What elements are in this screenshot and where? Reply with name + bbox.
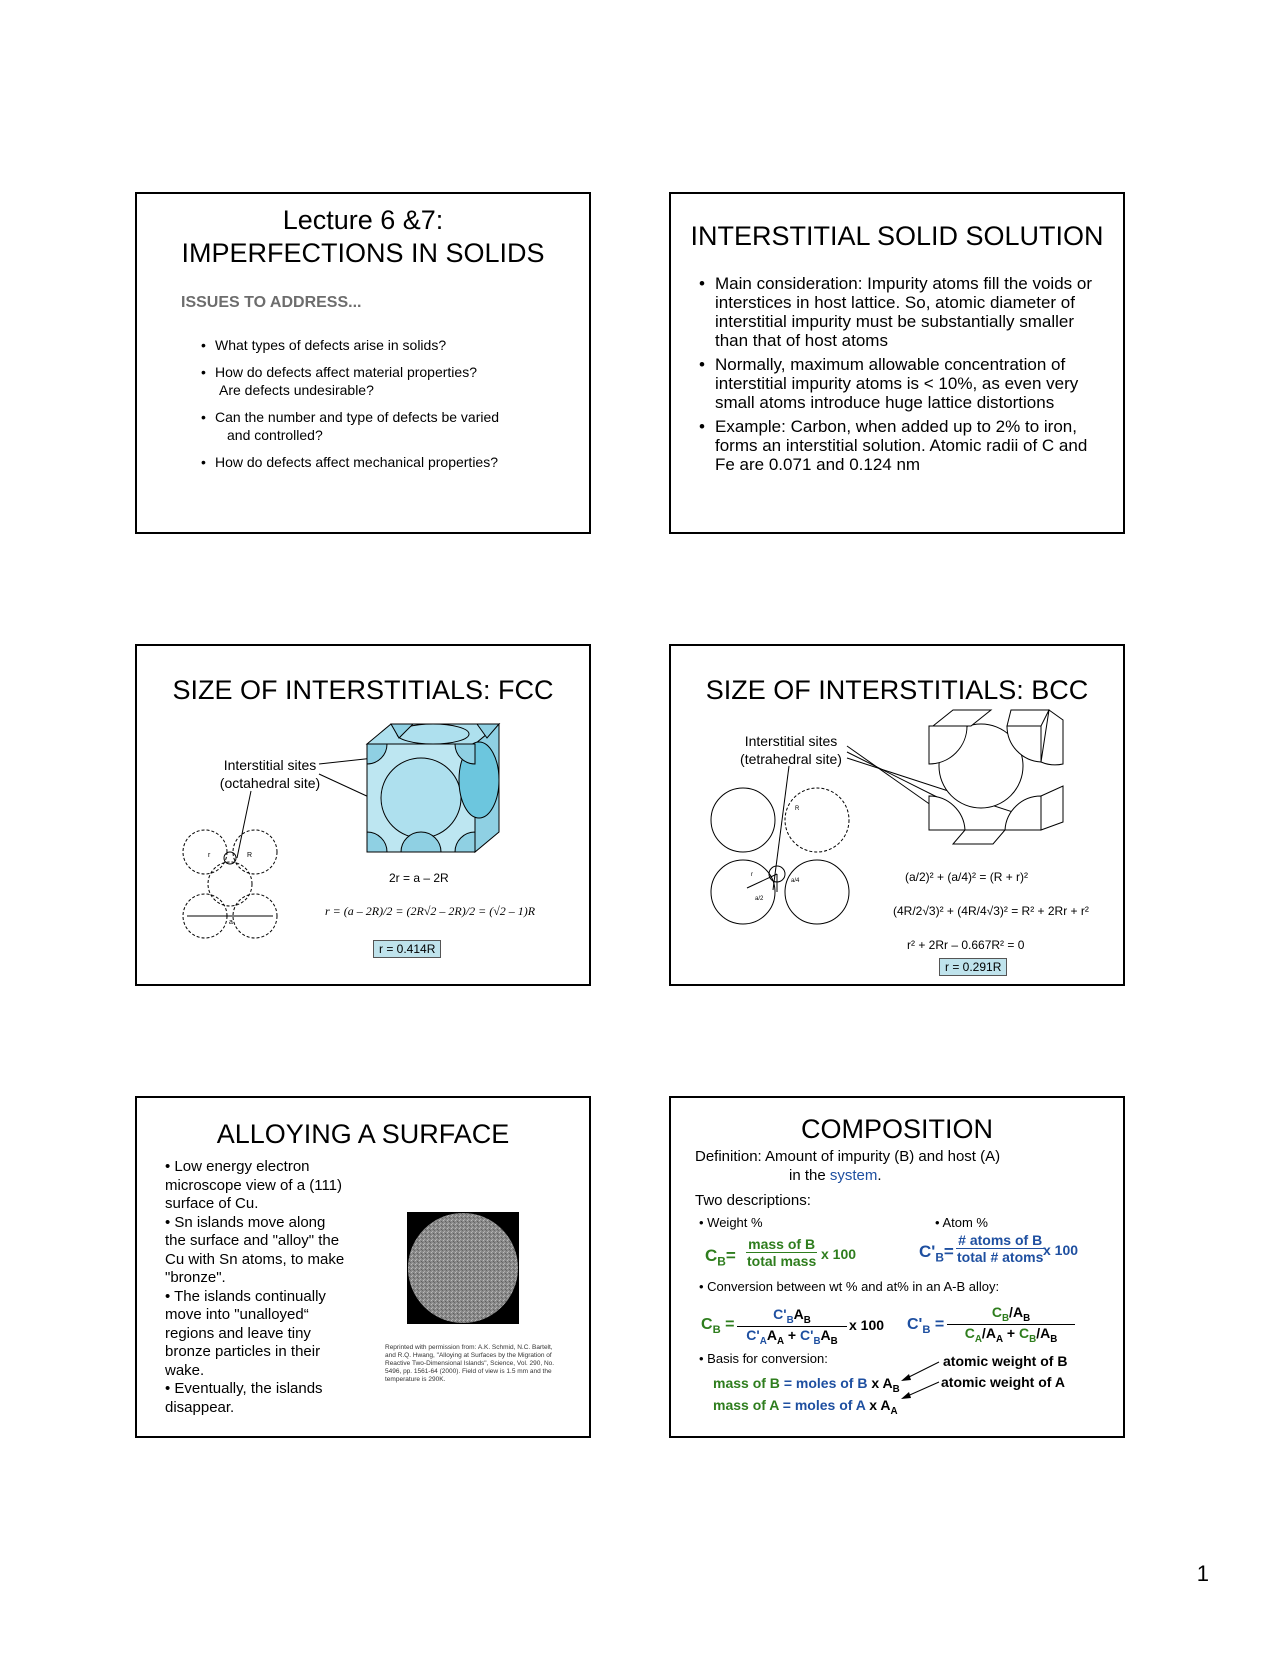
- symbol-text: C': [746, 1326, 760, 1343]
- bullet-text: Are defects undesirable?: [219, 382, 374, 398]
- issues-list: [201, 336, 581, 480]
- symbol-sub: B: [1001, 1312, 1010, 1324]
- a-over-2-label: a/2: [755, 896, 764, 902]
- times-100: x 100: [849, 1317, 885, 1333]
- slide-title: ALLOYING A SURFACE: [216, 1119, 510, 1149]
- atom-circle: [785, 860, 849, 924]
- a-over-4-label: a/4: [791, 878, 800, 884]
- numerator: # atoms of B: [958, 1232, 1043, 1248]
- symbol-text: C': [773, 1306, 787, 1322]
- label-line: (octahedral site): [219, 775, 321, 791]
- bullet-text: What types of defects arise in solids?: [215, 337, 447, 353]
- list-item: [201, 408, 581, 444]
- equation-substitution: (4R/2√3)² + (4R/4√3)² = R² + 2Rr + r²: [893, 904, 1089, 918]
- text-line: bronze particles in their: [165, 1343, 321, 1360]
- text-line: regions and leave tiny: [165, 1324, 311, 1342]
- atom-circle: [183, 830, 227, 874]
- text-line: the surface and "alloy" the: [165, 1232, 340, 1249]
- symbol-text: A: [1012, 1304, 1024, 1320]
- moles-of-a: moles of A: [794, 1397, 866, 1413]
- slide-alloying-surface: [135, 1096, 591, 1438]
- field-of-view: [408, 1213, 518, 1323]
- conversion-label: • Conversion between wt % and at% in an A-B alloy:: [699, 1279, 1000, 1294]
- symbol-text: C: [701, 1316, 713, 1333]
- times-a: x A: [871, 1375, 893, 1391]
- label-line: Interstitial sites: [223, 757, 317, 773]
- system-link: system: [829, 1167, 878, 1184]
- symbol-text: C: [991, 1304, 1002, 1320]
- fcc-figure: [137, 646, 589, 984]
- list-item: [201, 453, 581, 471]
- label-line: Interstitial sites: [744, 733, 838, 749]
- symbol-sub: B: [830, 1335, 838, 1347]
- title-line: Lecture 6 &7:: [282, 205, 444, 235]
- bullet-text: How do defects affect material properties?: [215, 364, 477, 380]
- fcc-cube: [367, 724, 499, 852]
- text-line: • Eventually, the islands: [165, 1380, 323, 1397]
- symbol-sub: A: [974, 1333, 982, 1345]
- text-line: • The islands continually: [165, 1287, 326, 1305]
- symbol-text: A: [820, 1326, 831, 1343]
- bullet-text: and controlled?: [227, 427, 323, 443]
- symbol-sub: B: [717, 1254, 726, 1269]
- symbol-sub: B: [1029, 1333, 1037, 1345]
- denominator: total mass: [747, 1253, 817, 1269]
- R-label: R: [795, 806, 800, 812]
- weight-percent-label: • Weight %: [699, 1215, 763, 1230]
- label-line: (tetrahedral site): [740, 751, 842, 767]
- r-label: r: [208, 852, 211, 859]
- slide-fcc-interstitials: [135, 644, 591, 986]
- slide-title: SIZE OF INTERSTITIALS: FCC: [172, 675, 554, 705]
- denominator: total # atoms: [957, 1249, 1044, 1265]
- text-line: move into "unalloyed“: [165, 1306, 309, 1323]
- side-atom: [1041, 786, 1063, 830]
- atom-circle: [208, 862, 252, 906]
- list-item: • Example: Carbon, when added up to 2% to iron, forms an interstitial solution. Atomic radii of C and Fe are 0.071 and 0.124 nm: [699, 417, 1111, 474]
- atomic-weight-b-label: atomic weight of B: [943, 1353, 1068, 1369]
- micrograph-image: [407, 1212, 519, 1324]
- text-line: surface of Cu.: [165, 1195, 259, 1212]
- slide-lecture-title: [135, 192, 591, 534]
- equals-sign: =: [725, 1246, 736, 1265]
- symbol-text: C: [964, 1324, 975, 1341]
- text-line: wake.: [165, 1361, 205, 1379]
- equals-sign: =: [782, 1397, 791, 1413]
- slash: /: [981, 1324, 986, 1341]
- basis-arrows: [671, 1098, 1123, 1436]
- bcc-figure: [671, 646, 1123, 984]
- r-label: r: [751, 872, 753, 878]
- text-line: disappear.: [165, 1398, 235, 1416]
- slide-composition: [669, 1096, 1125, 1438]
- equation-pythagoras: (a/2)² + (a/4)² = (R + r)²: [905, 870, 1029, 884]
- atom-circle: [233, 830, 277, 874]
- times-100: x 100: [1043, 1242, 1079, 1258]
- moles-of-b: moles of B: [795, 1375, 868, 1391]
- symbol-sub: A: [776, 1335, 785, 1347]
- symbol-sub: B: [892, 1383, 900, 1395]
- equation-2r: 2r = a – 2R: [389, 871, 449, 885]
- equals-sign: =: [934, 1316, 945, 1333]
- text-line: microscope view of a (111): [165, 1176, 343, 1194]
- symbol-text: C: [705, 1246, 718, 1265]
- slide-interstitial-solid-solution: [669, 192, 1125, 534]
- times-a: x A: [869, 1397, 891, 1413]
- plus-sign: +: [787, 1326, 797, 1343]
- title-line: IMPERFECTIONS IN SOLIDS: [181, 238, 545, 268]
- leader-line: [847, 752, 939, 798]
- slash: /: [1009, 1304, 1013, 1320]
- atom-circle: [785, 788, 849, 852]
- equals-sign: =: [783, 1375, 792, 1391]
- bullet-text: How do defects affect mechanical properties?: [215, 454, 499, 470]
- symbol-text: A: [1040, 1324, 1051, 1341]
- bullet-text: Can the number and type of defects be varied: [215, 409, 500, 425]
- symbol-sub: B: [813, 1335, 821, 1347]
- symbol-text: A: [985, 1324, 996, 1341]
- arrow-head: [901, 1392, 911, 1399]
- atom-percent-label: • Atom %: [935, 1215, 988, 1230]
- times-100: x 100: [821, 1246, 857, 1262]
- leader-line: [773, 766, 789, 890]
- symbol-sub: B: [712, 1324, 721, 1337]
- text-line: • Sn islands move along: [165, 1213, 326, 1231]
- image-credit: Reprinted with permission from: A.K. Schmid, N.C. Bartelt, and R.Q. Hwang, "Alloying at Surfaces by the Migration of Reactive Two-Dimensional Islands", Science, Vol. 290, No. 5496, pp. 1561-64 (2000). Field of view is 1.5 mm and the temperature is 290K.: [385, 1344, 555, 1383]
- slash: /: [1036, 1324, 1041, 1341]
- symbol-sub: A: [759, 1335, 767, 1347]
- corner-atom: [1005, 796, 1041, 830]
- equals-sign: =: [725, 1316, 735, 1333]
- symbol-text: A: [793, 1306, 804, 1322]
- symbol-sub: B: [922, 1324, 931, 1337]
- symbol-text: C': [907, 1316, 923, 1333]
- face-atom: [381, 758, 461, 838]
- atom-circle: [711, 860, 775, 924]
- plus-sign: +: [1006, 1324, 1016, 1341]
- bcc-cube: [929, 710, 1063, 844]
- symbol-sub: B: [1023, 1312, 1031, 1324]
- text-line: • Low energy electron: [165, 1158, 310, 1175]
- leader-line: [319, 774, 371, 798]
- symbol-sub: B: [1050, 1333, 1058, 1345]
- bcc-cross-section: [711, 788, 849, 924]
- symbol-sub: A: [890, 1405, 898, 1417]
- list-item: [201, 363, 581, 399]
- body-text: [165, 1158, 353, 1417]
- mass-of-a: mass of A: [713, 1397, 779, 1413]
- bullet-list: [699, 274, 1111, 479]
- symbol-text: A: [766, 1326, 777, 1343]
- definition-end: .: [877, 1167, 882, 1184]
- mass-of-b: mass of B: [713, 1375, 780, 1391]
- issues-heading: ISSUES TO ADDRESS...: [181, 294, 362, 311]
- atomic-weight-a-label: atomic weight of A: [941, 1374, 1065, 1390]
- symbol-sub: B: [935, 1250, 944, 1265]
- slide-title: [137, 204, 589, 270]
- text-line: Cu with Sn atoms, to make: [165, 1250, 345, 1268]
- R-label: R: [247, 852, 253, 859]
- leader-line: [237, 791, 251, 858]
- slide-title: SIZE OF INTERSTITIALS: BCC: [705, 675, 1089, 705]
- basis-label: • Basis for conversion:: [699, 1351, 828, 1366]
- symbol-text: C: [1018, 1324, 1030, 1341]
- definition-text: in the: [789, 1167, 826, 1184]
- text-line: "bronze".: [165, 1269, 226, 1286]
- page-number: 1: [1196, 1561, 1209, 1586]
- list-item: • Normally, maximum allowable concentration of interstitial impurity atoms is < 10%, as even very small atoms introduce huge lattice distortions: [699, 355, 1111, 412]
- slide-title: INTERSTITIAL SOLID SOLUTION: [690, 221, 1104, 251]
- slide-bcc-interstitials: [669, 644, 1125, 986]
- equation-r: r = (a – 2R)/2 = (2R√2 – 2R)/2 = (√2 – 1)R: [325, 904, 536, 918]
- symbol-text: C': [799, 1326, 814, 1343]
- result-box: r = 0.291R: [939, 958, 1007, 976]
- numerator: mass of B: [748, 1236, 816, 1252]
- list-item: • Main consideration: Impurity atoms fill the voids or interstices in host lattice. So, atomic diameter of interstitial impurity must be substantially smaller than that of host atoms: [699, 274, 1111, 350]
- equals-sign: =: [943, 1242, 954, 1261]
- definition-line: Definition: Amount of impurity (B) and host (A): [695, 1148, 1001, 1165]
- arrow-head: [901, 1374, 911, 1381]
- two-descriptions: Two descriptions:: [695, 1192, 811, 1209]
- symbol-text: C': [919, 1242, 936, 1261]
- symbol-sub: A: [995, 1333, 1004, 1345]
- bottom-face: [953, 830, 1005, 844]
- leem-micrograph: [407, 1212, 519, 1324]
- symbol-sub: B: [786, 1314, 794, 1326]
- symbol-sub: B: [803, 1314, 811, 1326]
- equation-quadratic: r² + 2Rr – 0.667R² = 0: [907, 938, 1025, 952]
- atom-circle: [711, 788, 775, 852]
- slide-title: COMPOSITION: [800, 1114, 993, 1144]
- result-box: r = 0.414R: [373, 940, 441, 958]
- top-atom: [1007, 710, 1049, 726]
- list-item: [201, 336, 581, 354]
- a-label: a: [229, 919, 233, 926]
